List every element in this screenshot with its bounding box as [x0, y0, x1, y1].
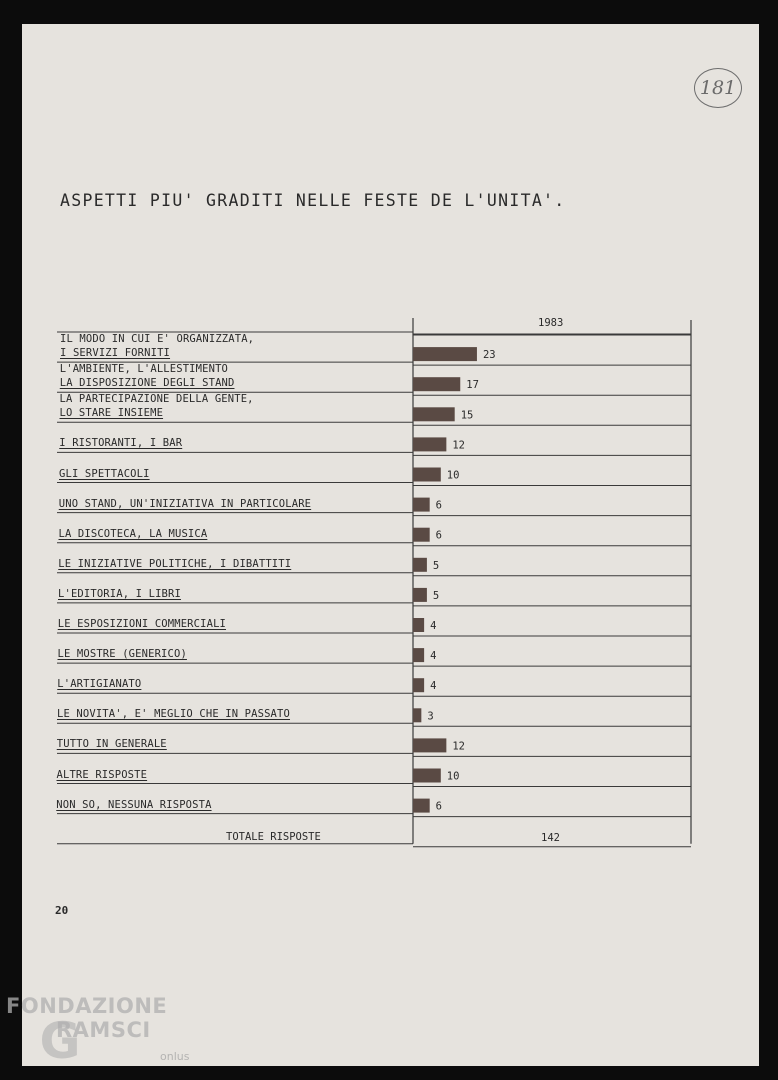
category-label-line: LO STARE INSIEME	[59, 407, 164, 420]
total-value: 142	[541, 832, 560, 844]
category-label-line: LE MOSTRE (GENERICO)	[57, 648, 187, 661]
category-label-line: I RISTORANTI, I BAR	[59, 437, 183, 450]
bar-4	[413, 468, 441, 482]
category-label-2	[60, 392, 254, 420]
category-label-line: L'AMBIENTE, L'ALLESTIMENTO	[59, 363, 229, 376]
category-label-6	[59, 527, 208, 541]
watermark-line2: RAMSCI	[56, 1018, 151, 1042]
category-label-line: L'ARTIGIANATO	[57, 678, 142, 691]
category-label-8	[58, 587, 181, 601]
category-label-line: I SERVIZI FORNITI	[60, 347, 171, 360]
value-label-13: 12	[452, 740, 466, 753]
category-label-line: GLI SPETTACOLI	[59, 467, 150, 480]
category-label-line: LA DISPOSIZIONE DEGLI STAND	[59, 377, 235, 390]
bar-11	[413, 678, 424, 692]
series-header-year: 1983	[538, 317, 564, 329]
category-label-line: LE NOVITA', E' MEGLIO CHE IN PASSATO	[57, 708, 290, 721]
total-label: TOTALE RISPOSTE	[226, 831, 321, 843]
bar-13	[413, 738, 446, 752]
bar-12	[413, 708, 421, 722]
category-label-14	[57, 768, 148, 782]
value-label-3: 12	[452, 439, 466, 452]
category-label-line: NON SO, NESSUNA RISPOSTA	[56, 798, 212, 811]
category-label-12	[57, 707, 290, 721]
watermark-suffix: onlus	[160, 1050, 190, 1063]
value-label-2: 15	[460, 409, 474, 422]
value-label-14: 10	[446, 770, 460, 783]
bar-10	[413, 648, 424, 662]
value-label-10: 4	[430, 650, 437, 663]
category-label-9	[58, 617, 226, 631]
bar-5	[413, 498, 430, 512]
category-label-line: TUTTO IN GENERALE	[56, 738, 167, 751]
category-label-11	[57, 677, 141, 691]
value-label-11: 4	[430, 680, 437, 693]
value-label-0: 23	[482, 349, 496, 362]
category-label-4	[59, 467, 150, 481]
value-label-6: 6	[435, 529, 443, 542]
fondazione-gramsci-watermark	[6, 994, 196, 1074]
page-mark-number: 181	[699, 77, 737, 99]
category-label-1	[60, 362, 235, 390]
category-label-line: LA DISCOTECA, LA MUSICA	[58, 527, 208, 540]
category-label-13	[57, 737, 167, 751]
category-label-line: UNO STAND, UN'INIZIATIVA IN PARTICOLARE	[58, 497, 312, 510]
category-label-line: IL MODO IN CUI E' ORGANIZZATA,	[60, 333, 255, 346]
chart-title: ASPETTI PIU' GRADITI NELLE FESTE DE L'UNITA'.	[60, 191, 566, 210]
category-label-line: LE INIZIATIVE POLITICHE, I DIBATTITI	[58, 557, 292, 570]
category-label-7	[58, 557, 291, 571]
bar-14	[413, 769, 441, 783]
bar-2	[413, 407, 455, 421]
category-label-line: L'EDITORIA, I LIBRI	[58, 587, 181, 600]
bar-1	[413, 377, 460, 391]
value-label-5: 6	[435, 499, 443, 512]
value-label-4: 10	[446, 469, 460, 482]
bar-9	[413, 618, 424, 632]
bar-6	[413, 528, 430, 542]
watermark-line1: FONDAZIONE	[6, 994, 168, 1018]
value-label-15: 6	[435, 800, 443, 813]
bar-3	[413, 437, 446, 451]
bar-8	[413, 588, 427, 602]
value-label-8: 5	[432, 589, 440, 602]
watermark-g: G	[39, 1014, 81, 1066]
category-label-line: LE ESPOSIZIONI COMMERCIALI	[57, 618, 227, 630]
value-label-1: 17	[466, 379, 479, 392]
category-label-15	[56, 798, 211, 812]
category-label-0	[60, 332, 254, 360]
category-label-line: ALTRE RISPOSTE	[56, 768, 148, 781]
page-number: 20	[55, 904, 69, 917]
category-label-5	[59, 497, 311, 511]
category-label-line: LA PARTECIPAZIONE DELLA GENTE,	[59, 393, 254, 406]
value-label-9: 4	[430, 620, 437, 632]
category-label-10	[58, 647, 187, 661]
value-label-7: 5	[432, 559, 440, 572]
category-label-3	[59, 436, 182, 450]
bar-7	[413, 558, 427, 572]
bar-0	[413, 347, 477, 361]
bar-15	[413, 799, 430, 813]
value-label-12: 3	[427, 710, 434, 723]
